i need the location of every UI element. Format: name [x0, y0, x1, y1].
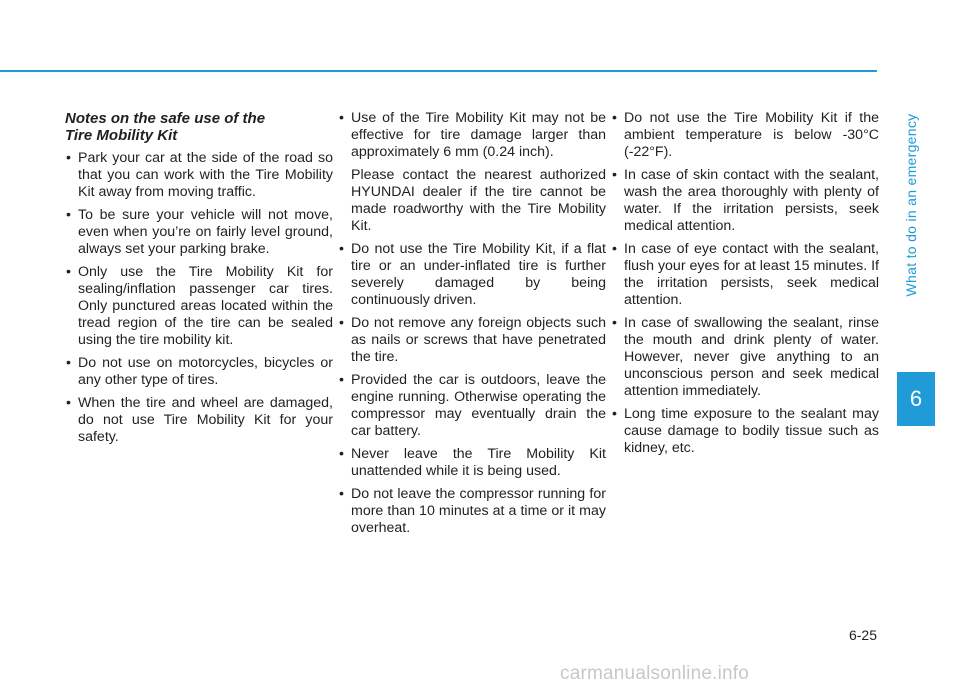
list-item: • To be sure your vehicle will not move, even when you’re on fairly level ground, always set your parking brake.: [65, 207, 333, 258]
list-item: • Do not use the Tire Mobility Kit, if a flat tire or an under-inflated tire is further severely damaged by being continuously driven.: [338, 241, 606, 309]
header-rule: [0, 70, 877, 72]
list-item: • Do not use the Tire Mobility Kit if the ambient temperature is below -30°C (-22°F).: [611, 110, 879, 161]
list-item: • Do not leave the compressor running for more than 10 minutes at a time or it may overheat.: [338, 486, 606, 537]
list-item: • In case of skin contact with the sealant, wash the area thoroughly with plenty of water. If the irritation persists, seek medical attention.: [611, 167, 879, 235]
watermark: carmanualsonline.info: [560, 663, 750, 684]
section-heading: [65, 110, 333, 144]
list-item: • In case of eye contact with the sealant, flush your eyes for at least 15 minutes. If the irritation persists, seek medical attention.: [611, 241, 879, 309]
list-item: • Long time exposure to the sealant may cause damage to bodily tissue such as kidney, etc.: [611, 406, 879, 457]
column-1: [65, 110, 333, 452]
section-title: What to do in an emergency: [903, 113, 919, 297]
list-item: • Only use the Tire Mobility Kit for sealing/inflation passenger car tires. Only punctured areas located within the tread region of the tire can be sealed using the tire mobility kit.: [65, 264, 333, 349]
list-item: • In case of swallowing the sealant, rinse the mouth and drink plenty of water. However, never give anything to an unconscious person and seek medical attention immediately.: [611, 315, 879, 400]
chapter-tab[interactable]: [897, 372, 935, 426]
column-3: [611, 110, 879, 463]
heading-line-2: Tire Mobility Kit: [65, 127, 178, 144]
list-item: • Provided the car is outdoors, leave the engine running. Otherwise operating the compressor may eventually drain the car battery.: [338, 372, 606, 440]
heading-line-1: Notes on the safe use of the: [65, 110, 266, 127]
list-item: • Do not remove any foreign objects such as nails or screws that have penetrated the tire.: [338, 315, 606, 366]
list-item: • When the tire and wheel are damaged, do not use Tire Mobility Kit for your safety.: [65, 395, 333, 446]
list-item-text: Use of the Tire Mobility Kit may not be effective for tire damage larger than approximately 6 mm (0.24 inch).: [351, 110, 606, 160]
list-item: • Never leave the Tire Mobility Kit unattended while it is being used.: [338, 446, 606, 480]
bullet-list-3: [611, 110, 879, 457]
page-number: 6-25: [848, 627, 877, 643]
chapter-number: 6: [909, 386, 923, 411]
list-item: • Park your car at the side of the road so that you can work with the Tire Mobility Kit away from moving traffic.: [65, 150, 333, 201]
list-item: • Do not use on motorcycles, bicycles or any other type of tires.: [65, 355, 333, 389]
side-section-label: [897, 0, 925, 360]
bullet-list-1: [65, 150, 333, 446]
bullet-list-2: [338, 110, 606, 537]
column-2: [338, 110, 606, 543]
list-item-note: Please contact the nearest authorized HYUNDAI dealer if the tire cannot be made roadworthy with the Tire Mobility Kit.: [351, 167, 606, 234]
list-item: [338, 110, 606, 235]
